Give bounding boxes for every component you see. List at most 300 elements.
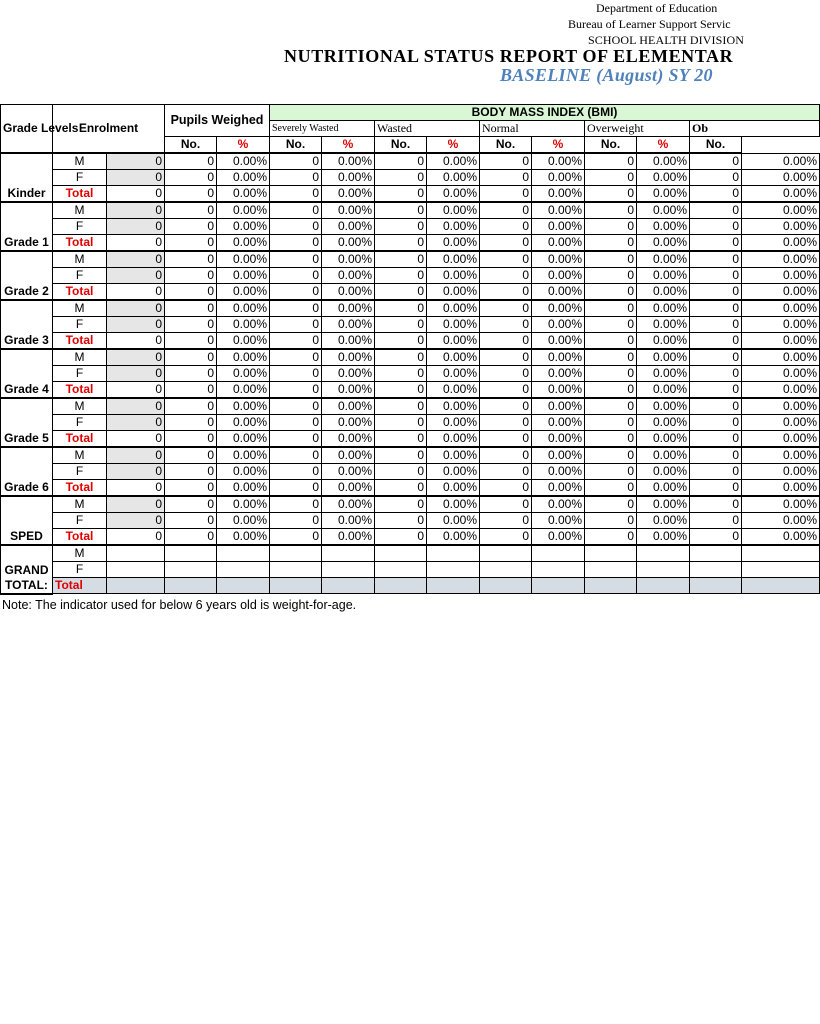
- count-value[interactable]: 0: [585, 170, 637, 186]
- percent-value: 0.00%: [532, 235, 585, 252]
- percent-value: 0.00%: [532, 529, 585, 546]
- grand-total-cell[interactable]: [107, 578, 165, 594]
- count-value[interactable]: 0: [270, 366, 322, 382]
- count-value[interactable]: 0: [375, 415, 427, 431]
- count-value[interactable]: 0: [375, 284, 427, 301]
- count-value[interactable]: 0: [480, 202, 532, 219]
- table-row: [1, 268, 820, 284]
- enrolment-value[interactable]: 0: [107, 447, 165, 464]
- count-value[interactable]: 0: [690, 349, 742, 366]
- bmi-header: BODY MASS INDEX (BMI): [270, 105, 820, 121]
- enrolment-value[interactable]: 0: [107, 480, 165, 497]
- count-value[interactable]: 0: [375, 398, 427, 415]
- count-value[interactable]: 0: [480, 382, 532, 399]
- count-value[interactable]: 0: [165, 251, 217, 268]
- enrolment-value[interactable]: 0: [107, 219, 165, 235]
- enrolment-value[interactable]: 0: [107, 496, 165, 513]
- count-value[interactable]: 0: [165, 415, 217, 431]
- grand-total-cell[interactable]: [270, 545, 322, 562]
- count-value[interactable]: 0: [375, 447, 427, 464]
- percent-value: 0.00%: [637, 382, 690, 399]
- count-value[interactable]: 0: [480, 153, 532, 170]
- count-value[interactable]: 0: [585, 496, 637, 513]
- count-value[interactable]: 0: [270, 398, 322, 415]
- percent-value: 0.00%: [637, 186, 690, 203]
- sex-label: M: [53, 496, 107, 513]
- count-value[interactable]: 0: [165, 202, 217, 219]
- percent-value: 0.00%: [427, 153, 480, 170]
- table-row: [1, 447, 820, 464]
- sex-label: F: [53, 415, 107, 431]
- department-label: Department of Education: [596, 1, 718, 15]
- grand-total-cell[interactable]: [690, 562, 742, 578]
- count-value[interactable]: 0: [480, 398, 532, 415]
- percent-value: 0.00%: [322, 366, 375, 382]
- percent-value: 0.00%: [217, 366, 270, 382]
- count-value[interactable]: 0: [585, 300, 637, 317]
- count-value[interactable]: 0: [270, 464, 322, 480]
- count-value[interactable]: 0: [165, 186, 217, 203]
- count-value[interactable]: 0: [165, 431, 217, 448]
- percent-value: 0.00%: [427, 300, 480, 317]
- sex-label: M: [53, 251, 107, 268]
- grand-total-cell[interactable]: [270, 578, 322, 594]
- enrolment-value[interactable]: 0: [107, 170, 165, 186]
- count-value[interactable]: 0: [585, 529, 637, 546]
- count-value[interactable]: 0: [690, 219, 742, 235]
- percent-value: 0.00%: [532, 513, 585, 529]
- count-value[interactable]: 0: [270, 415, 322, 431]
- grand-total-cell[interactable]: [217, 578, 270, 594]
- count-value[interactable]: 0: [270, 300, 322, 317]
- count-value[interactable]: 0: [480, 284, 532, 301]
- report-title: NUTRITIONAL STATUS REPORT OF ELEMENTAR: [284, 46, 734, 66]
- grand-total-cell[interactable]: [637, 545, 690, 562]
- note-text: Note: The indicator used for below 6 years old is weight-for-age.: [2, 598, 357, 612]
- percent-value: 0.00%: [217, 284, 270, 301]
- count-value[interactable]: 0: [165, 153, 217, 170]
- percent-value: 0.00%: [742, 447, 820, 464]
- count-value[interactable]: 0: [690, 317, 742, 333]
- percent-value: 0.00%: [322, 186, 375, 203]
- count-value[interactable]: 0: [585, 153, 637, 170]
- count-value[interactable]: 0: [690, 202, 742, 219]
- count-value[interactable]: 0: [375, 300, 427, 317]
- sex-label: Total: [53, 235, 107, 252]
- count-value[interactable]: 0: [375, 513, 427, 529]
- count-value[interactable]: 0: [480, 349, 532, 366]
- percent-value: 0.00%: [637, 513, 690, 529]
- count-value[interactable]: 0: [270, 251, 322, 268]
- count-value[interactable]: 0: [165, 268, 217, 284]
- percent-value: 0.00%: [322, 219, 375, 235]
- grand-total-cell[interactable]: [480, 545, 532, 562]
- count-value[interactable]: 0: [165, 349, 217, 366]
- bmi-category-header: Ob: [690, 121, 820, 137]
- grand-total-cell[interactable]: [107, 545, 165, 562]
- grade-levels-header: Grade Levels: [1, 105, 53, 154]
- count-value[interactable]: 0: [375, 464, 427, 480]
- count-value[interactable]: 0: [270, 529, 322, 546]
- percent-value: 0.00%: [532, 398, 585, 415]
- grand-total-cell[interactable]: [690, 545, 742, 562]
- grand-total-cell[interactable]: [585, 562, 637, 578]
- count-value[interactable]: 0: [270, 284, 322, 301]
- grand-total-cell[interactable]: [742, 562, 820, 578]
- count-value[interactable]: 0: [270, 480, 322, 497]
- grand-total-cell[interactable]: [427, 578, 480, 594]
- count-value[interactable]: 0: [165, 300, 217, 317]
- count-value[interactable]: 0: [375, 349, 427, 366]
- count-value[interactable]: 0: [165, 382, 217, 399]
- percent-value: 0.00%: [427, 480, 480, 497]
- count-value[interactable]: 0: [690, 513, 742, 529]
- count-value[interactable]: 0: [375, 202, 427, 219]
- enrolment-value[interactable]: 0: [107, 431, 165, 448]
- count-value[interactable]: 0: [165, 447, 217, 464]
- count-value[interactable]: 0: [585, 349, 637, 366]
- percent-value: 0.00%: [532, 349, 585, 366]
- count-value[interactable]: 0: [690, 284, 742, 301]
- count-value[interactable]: 0: [585, 219, 637, 235]
- percent-value: 0.00%: [532, 447, 585, 464]
- percent-value: 0.00%: [637, 447, 690, 464]
- count-value[interactable]: 0: [480, 333, 532, 350]
- count-value[interactable]: 0: [690, 333, 742, 350]
- percent-value: 0.00%: [637, 170, 690, 186]
- table-row: [1, 202, 820, 219]
- count-value[interactable]: 0: [480, 219, 532, 235]
- count-value[interactable]: 0: [480, 415, 532, 431]
- count-value[interactable]: 0: [375, 382, 427, 399]
- count-value[interactable]: 0: [375, 496, 427, 513]
- grand-total-cell[interactable]: [217, 562, 270, 578]
- count-value[interactable]: 0: [165, 317, 217, 333]
- bmi-category-header: Normal: [480, 121, 585, 137]
- count-value[interactable]: 0: [690, 398, 742, 415]
- grand-total-cell[interactable]: [690, 578, 742, 594]
- count-value[interactable]: 0: [690, 496, 742, 513]
- enrolment-value[interactable]: 0: [107, 235, 165, 252]
- count-value[interactable]: 0: [480, 300, 532, 317]
- count-value[interactable]: 0: [165, 513, 217, 529]
- percent-value: 0.00%: [427, 284, 480, 301]
- count-value[interactable]: 0: [270, 382, 322, 399]
- count-value[interactable]: 0: [270, 447, 322, 464]
- count-value[interactable]: 0: [480, 480, 532, 497]
- sex-label: F: [53, 464, 107, 480]
- count-value[interactable]: 0: [165, 464, 217, 480]
- count-value[interactable]: 0: [165, 496, 217, 513]
- count-value[interactable]: 0: [480, 431, 532, 448]
- count-value[interactable]: 0: [585, 317, 637, 333]
- percent-value: 0.00%: [742, 349, 820, 366]
- enrolment-value[interactable]: 0: [107, 415, 165, 431]
- percent-value: 0.00%: [427, 349, 480, 366]
- percent-value: 0.00%: [532, 251, 585, 268]
- count-value[interactable]: 0: [585, 398, 637, 415]
- grand-total-cell[interactable]: [375, 545, 427, 562]
- count-value[interactable]: 0: [690, 447, 742, 464]
- grand-total-cell[interactable]: [375, 578, 427, 594]
- enrolment-value[interactable]: 0: [107, 513, 165, 529]
- percent-value: 0.00%: [742, 317, 820, 333]
- count-value[interactable]: 0: [690, 235, 742, 252]
- count-value[interactable]: 0: [585, 464, 637, 480]
- grand-total-cell[interactable]: [165, 578, 217, 594]
- no-column-header: No.: [270, 137, 322, 154]
- count-value[interactable]: 0: [690, 153, 742, 170]
- count-value[interactable]: 0: [690, 251, 742, 268]
- count-value[interactable]: 0: [585, 366, 637, 382]
- count-value[interactable]: 0: [690, 480, 742, 497]
- enrolment-value[interactable]: 0: [107, 300, 165, 317]
- count-value[interactable]: 0: [165, 529, 217, 546]
- count-value[interactable]: 0: [375, 235, 427, 252]
- count-value[interactable]: 0: [165, 366, 217, 382]
- percent-value: 0.00%: [322, 431, 375, 448]
- division-label: SCHOOL HEALTH DIVISION: [588, 33, 744, 47]
- count-value[interactable]: 0: [270, 153, 322, 170]
- count-value[interactable]: 0: [375, 431, 427, 448]
- count-value[interactable]: 0: [690, 431, 742, 448]
- sex-label: Total: [53, 186, 107, 203]
- grand-total-cell[interactable]: [165, 545, 217, 562]
- grand-total-row: [1, 545, 820, 562]
- grand-total-cell[interactable]: [375, 562, 427, 578]
- enrolment-value[interactable]: 0: [107, 153, 165, 170]
- percent-value: 0.00%: [637, 284, 690, 301]
- enrolment-value[interactable]: 0: [107, 251, 165, 268]
- grand-total-cell[interactable]: [322, 545, 375, 562]
- grand-total-cell[interactable]: [480, 562, 532, 578]
- count-value[interactable]: 0: [480, 235, 532, 252]
- count-value[interactable]: 0: [270, 333, 322, 350]
- table-row: [1, 170, 820, 186]
- count-value[interactable]: 0: [270, 513, 322, 529]
- percent-value: 0.00%: [742, 202, 820, 219]
- count-value[interactable]: 0: [480, 496, 532, 513]
- table-row: [1, 317, 820, 333]
- percent-value: 0.00%: [742, 153, 820, 170]
- enrolment-value[interactable]: 0: [107, 284, 165, 301]
- count-value[interactable]: 0: [375, 529, 427, 546]
- grand-total-cell[interactable]: [585, 578, 637, 594]
- percent-value: 0.00%: [532, 382, 585, 399]
- percent-value: 0.00%: [322, 464, 375, 480]
- count-value[interactable]: 0: [690, 186, 742, 203]
- count-value[interactable]: 0: [480, 268, 532, 284]
- percent-value: 0.00%: [637, 529, 690, 546]
- count-value[interactable]: 0: [690, 300, 742, 317]
- percent-value: 0.00%: [217, 219, 270, 235]
- enrolment-value[interactable]: 0: [107, 382, 165, 399]
- count-value[interactable]: 0: [690, 268, 742, 284]
- table-row: [1, 333, 820, 350]
- percent-column-header: %: [532, 137, 585, 154]
- count-value[interactable]: 0: [585, 202, 637, 219]
- grand-total-cell[interactable]: [742, 545, 820, 562]
- percent-value: 0.00%: [532, 480, 585, 497]
- count-value[interactable]: 0: [270, 235, 322, 252]
- grand-total-cell[interactable]: [532, 545, 585, 562]
- count-value[interactable]: 0: [375, 317, 427, 333]
- enrolment-value[interactable]: 0: [107, 366, 165, 382]
- enrolment-value[interactable]: 0: [107, 268, 165, 284]
- grand-total-cell[interactable]: [165, 562, 217, 578]
- enrolment-value[interactable]: 0: [107, 202, 165, 219]
- count-value[interactable]: 0: [165, 219, 217, 235]
- count-value[interactable]: 0: [270, 202, 322, 219]
- count-value[interactable]: 0: [270, 349, 322, 366]
- table-row: [1, 464, 820, 480]
- count-value[interactable]: 0: [270, 219, 322, 235]
- table-row: [1, 300, 820, 317]
- count-value[interactable]: 0: [585, 415, 637, 431]
- percent-value: 0.00%: [742, 186, 820, 203]
- enrolment-value[interactable]: 0: [107, 398, 165, 415]
- percent-value: 0.00%: [217, 496, 270, 513]
- sex-label: M: [53, 202, 107, 219]
- count-value[interactable]: 0: [480, 464, 532, 480]
- percent-value: 0.00%: [742, 268, 820, 284]
- count-value[interactable]: 0: [585, 480, 637, 497]
- percent-value: 0.00%: [532, 333, 585, 350]
- count-value[interactable]: 0: [480, 317, 532, 333]
- count-value[interactable]: 0: [375, 251, 427, 268]
- percent-value: 0.00%: [532, 415, 585, 431]
- count-value[interactable]: 0: [480, 186, 532, 203]
- enrolment-value[interactable]: 0: [107, 529, 165, 546]
- grand-total-cell[interactable]: [217, 545, 270, 562]
- percent-value: 0.00%: [427, 333, 480, 350]
- percent-value: 0.00%: [427, 415, 480, 431]
- grand-total-cell[interactable]: [427, 545, 480, 562]
- grand-total-cell[interactable]: [532, 562, 585, 578]
- count-value[interactable]: 0: [165, 235, 217, 252]
- percent-value: 0.00%: [217, 268, 270, 284]
- count-value[interactable]: 0: [375, 268, 427, 284]
- count-value[interactable]: 0: [375, 333, 427, 350]
- percent-value: 0.00%: [322, 480, 375, 497]
- count-value[interactable]: 0: [270, 170, 322, 186]
- table-row: [1, 284, 820, 301]
- percent-value: 0.00%: [532, 219, 585, 235]
- count-value[interactable]: 0: [375, 219, 427, 235]
- enrolment-header: Enrolment: [53, 105, 165, 154]
- count-value[interactable]: 0: [375, 186, 427, 203]
- percent-value: 0.00%: [427, 398, 480, 415]
- count-value[interactable]: 0: [690, 464, 742, 480]
- bmi-category-header: Overweight: [585, 121, 690, 137]
- count-value[interactable]: 0: [480, 366, 532, 382]
- enrolment-value[interactable]: 0: [107, 464, 165, 480]
- sex-label: F: [53, 562, 107, 578]
- count-value[interactable]: 0: [165, 480, 217, 497]
- grand-total-cell[interactable]: [322, 578, 375, 594]
- percent-value: 0.00%: [217, 513, 270, 529]
- grand-total-cell[interactable]: [585, 545, 637, 562]
- grand-total-cell[interactable]: [742, 578, 820, 594]
- count-value[interactable]: 0: [480, 251, 532, 268]
- count-value[interactable]: 0: [375, 153, 427, 170]
- count-value[interactable]: 0: [270, 496, 322, 513]
- count-value[interactable]: 0: [585, 431, 637, 448]
- grand-total-cell[interactable]: [107, 562, 165, 578]
- sex-label: F: [53, 513, 107, 529]
- count-value[interactable]: 0: [480, 529, 532, 546]
- enrolment-value[interactable]: 0: [107, 317, 165, 333]
- count-value[interactable]: 0: [585, 251, 637, 268]
- count-value[interactable]: 0: [480, 513, 532, 529]
- percent-value: 0.00%: [742, 170, 820, 186]
- enrolment-value[interactable]: 0: [107, 349, 165, 366]
- count-value[interactable]: 0: [690, 529, 742, 546]
- count-value[interactable]: 0: [585, 284, 637, 301]
- sex-label: Total: [53, 529, 107, 546]
- sex-label: F: [53, 317, 107, 333]
- percent-value: 0.00%: [217, 153, 270, 170]
- count-value[interactable]: 0: [375, 366, 427, 382]
- count-value[interactable]: 0: [480, 170, 532, 186]
- count-value[interactable]: 0: [375, 480, 427, 497]
- sex-label: F: [53, 219, 107, 235]
- count-value[interactable]: 0: [690, 382, 742, 399]
- count-value[interactable]: 0: [165, 398, 217, 415]
- grand-total-cell[interactable]: [322, 562, 375, 578]
- grand-total-cell[interactable]: [637, 578, 690, 594]
- count-value[interactable]: 0: [585, 186, 637, 203]
- count-value[interactable]: 0: [270, 317, 322, 333]
- count-value[interactable]: 0: [585, 333, 637, 350]
- percent-value: 0.00%: [427, 186, 480, 203]
- grand-total-cell[interactable]: [270, 562, 322, 578]
- count-value[interactable]: 0: [270, 268, 322, 284]
- table-row: [1, 349, 820, 366]
- count-value[interactable]: 0: [585, 268, 637, 284]
- count-value[interactable]: 0: [585, 513, 637, 529]
- table-row: [1, 153, 820, 170]
- count-value[interactable]: 0: [690, 415, 742, 431]
- count-value[interactable]: 0: [690, 170, 742, 186]
- sex-label: M: [53, 349, 107, 366]
- count-value[interactable]: 0: [165, 333, 217, 350]
- count-value[interactable]: 0: [480, 447, 532, 464]
- enrolment-value[interactable]: 0: [107, 333, 165, 350]
- grand-total-cell[interactable]: [427, 562, 480, 578]
- grand-total-cell[interactable]: [637, 562, 690, 578]
- percent-value: 0.00%: [217, 431, 270, 448]
- percent-value: 0.00%: [427, 202, 480, 219]
- count-value[interactable]: 0: [270, 186, 322, 203]
- count-value[interactable]: 0: [270, 431, 322, 448]
- count-value[interactable]: 0: [375, 170, 427, 186]
- count-value[interactable]: 0: [165, 170, 217, 186]
- grand-total-cell[interactable]: [532, 578, 585, 594]
- count-value[interactable]: 0: [585, 447, 637, 464]
- percent-value: 0.00%: [427, 529, 480, 546]
- count-value[interactable]: 0: [585, 235, 637, 252]
- percent-value: 0.00%: [322, 251, 375, 268]
- count-value[interactable]: 0: [165, 284, 217, 301]
- percent-value: 0.00%: [637, 398, 690, 415]
- count-value[interactable]: 0: [690, 366, 742, 382]
- grand-total-cell[interactable]: [480, 578, 532, 594]
- enrolment-value[interactable]: 0: [107, 186, 165, 203]
- count-value[interactable]: 0: [585, 382, 637, 399]
- percent-value: 0.00%: [742, 480, 820, 497]
- percent-value: 0.00%: [427, 268, 480, 284]
